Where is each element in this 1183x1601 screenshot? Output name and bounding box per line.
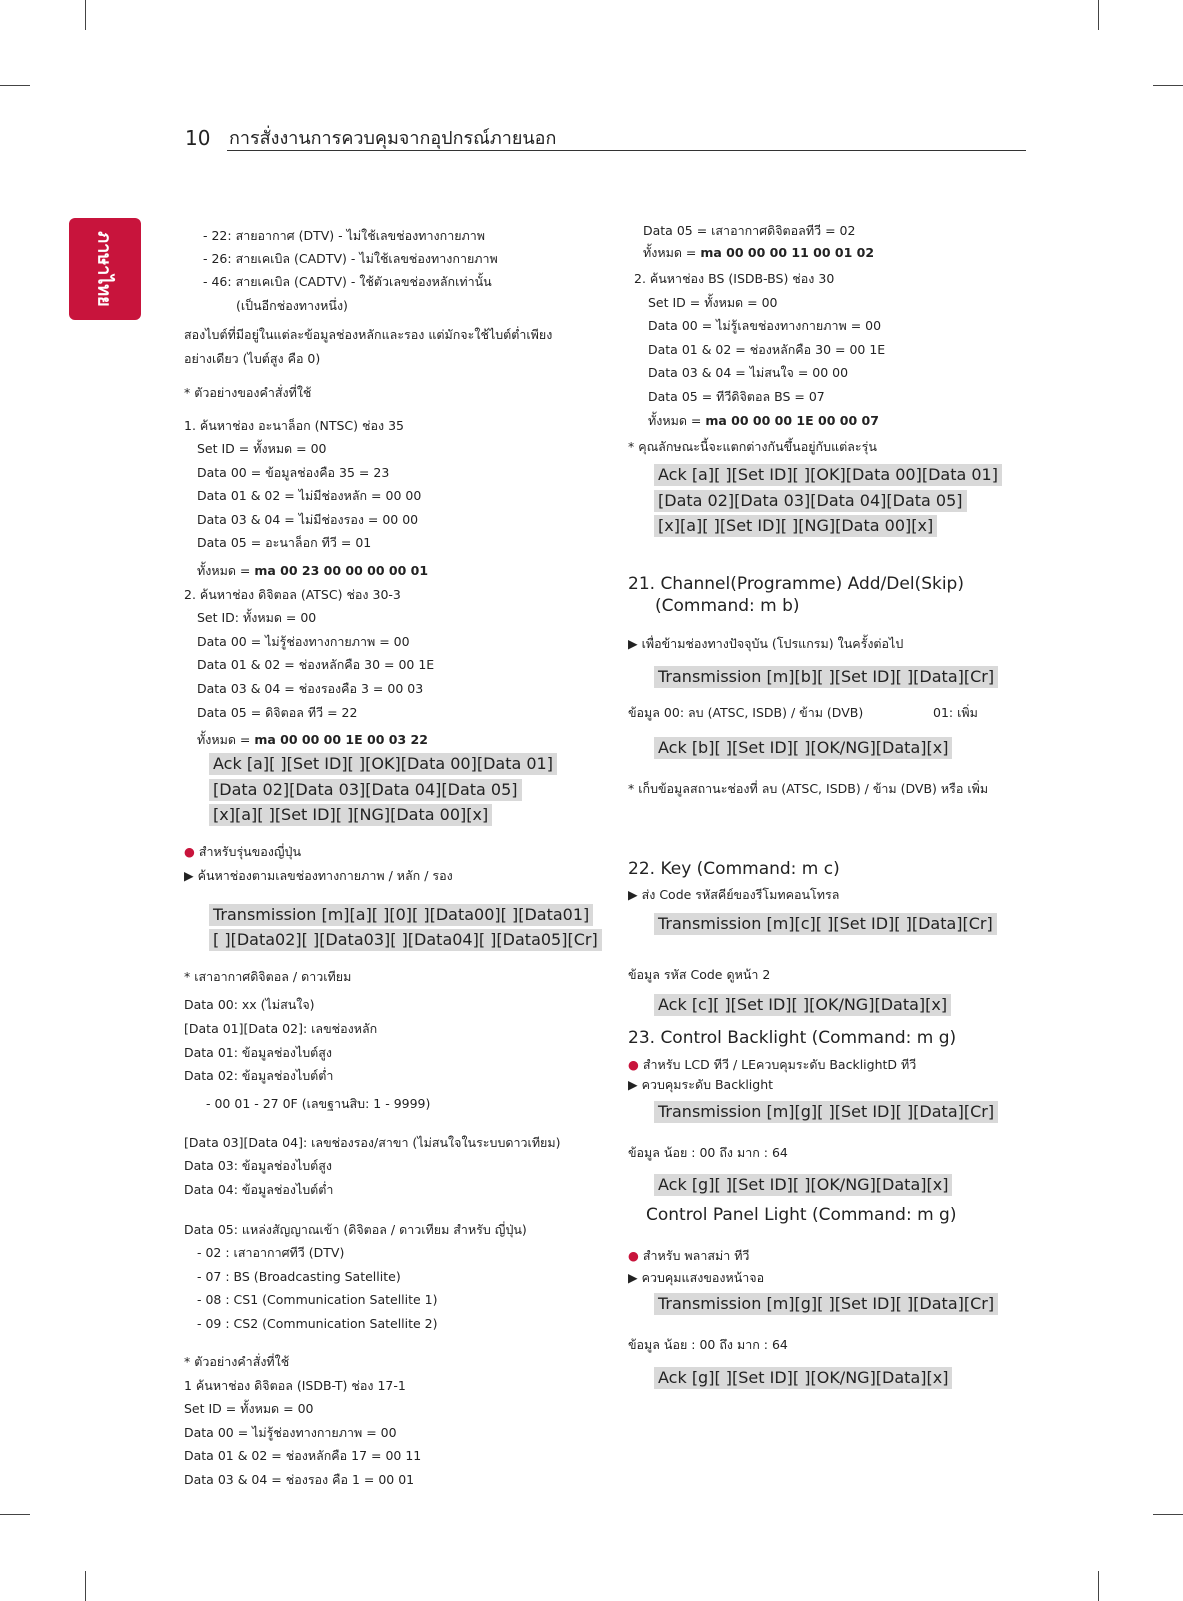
total-line <box>197 563 428 579</box>
text-line: ข้อมูล น้อย : 00 ถึง มาก : 64 <box>628 1337 788 1352</box>
text-line: 01: เพิ่ม <box>933 705 978 720</box>
code-line <box>654 490 967 512</box>
bullet-line: ● สำหรับรุ่นของญี่ปุ่น <box>184 844 301 859</box>
text-line: ข้อมูล รหัส Code ดูหน้า 2 <box>628 967 771 982</box>
text-line: Set ID = ทั้งหมด = 00 <box>184 1401 314 1416</box>
code-box: Transmission [m][a][ ][0][ ][Data00][ ][Data01] <box>209 904 593 926</box>
text-line: Data 02: ข้อมูลช่องไบต์ต่ำ <box>184 1068 334 1083</box>
text-line: ข้อมูล น้อย : 00 ถึง มาก : 64 <box>628 1145 788 1160</box>
text-line: 1 ค้นหาช่อง ดิจิตอล (ISDB-T) ช่อง 17-1 <box>184 1378 406 1393</box>
bullet-line: ● สำหรับ พลาสม่า ทีวี <box>628 1248 750 1263</box>
text-line: [Data 01][Data 02]: เลขช่องหลัก <box>184 1021 378 1036</box>
total-label: ทั้งหมด = <box>197 732 255 747</box>
text-line: [Data 03][Data 04]: เลขช่องรอง/สาขา (ไม่สนใจในระบบดาวเทียม) <box>184 1135 561 1150</box>
code-box: Ack [b][ ][Set ID][ ][OK/NG][Data][x] <box>654 737 952 759</box>
text-line: 1. ค้นหาช่อง อะนาล็อก (NTSC) ช่อง 35 <box>184 418 404 433</box>
text-line: * ตัวอย่างคำสั่งที่ใช้ <box>184 1354 290 1369</box>
arrow-line: ▶ ควบคุมแสงของหน้าจอ <box>628 1270 765 1285</box>
text-line: - 22: สายอากาศ (DTV) - ไม่ใช้เลขช่องทางกายภาพ <box>203 228 486 243</box>
code-box: Ack [a][ ][Set ID][ ][OK][Data 00][Data 01] <box>209 753 557 775</box>
text-line: Set ID: ทั้งหมด = 00 <box>197 610 317 625</box>
code-line <box>654 464 1002 486</box>
code-line <box>654 737 952 759</box>
code-box: [Data 02][Data 03][Data 04][Data 05] <box>654 490 967 512</box>
section-heading: 22. Key (Command: m c) <box>628 859 840 879</box>
crop-mark <box>1153 1514 1183 1515</box>
page-title: การสั่งงานการควบคุมจากอุปกรณ์ภายนอก <box>229 128 557 149</box>
code-box: Ack [c][ ][Set ID][ ][OK/NG][Data][x] <box>654 994 951 1016</box>
text-line: * ตัวอย่างของคำสั่งที่ใช้ <box>184 385 312 400</box>
bullet-line: ● สำหรับ LCD ทีวี / LEควบคุมระดับ BacklightD ทีวี <box>628 1057 917 1072</box>
total-value: ma 00 00 00 11 00 01 02 <box>700 245 875 260</box>
text-line: Data 03 & 04 = ช่องรองคือ 3 = 00 03 <box>197 681 424 696</box>
bullet-dot-icon: ● <box>184 844 195 859</box>
triangle-right-icon: ▶ <box>628 1270 638 1285</box>
text-line: Data 03 & 04 = ไม่สนใจ = 00 00 <box>648 365 849 380</box>
code-box: Transmission [m][c][ ][Set ID][ ][Data][Cr] <box>654 913 997 935</box>
text-line: Data 00: xx (ไม่สนใจ) <box>184 997 315 1012</box>
total-value: ma 00 00 00 1E 00 03 22 <box>254 732 428 747</box>
code-line <box>209 929 602 951</box>
side-tab-label: ภาษาไทย <box>93 231 115 307</box>
code-line <box>654 1293 998 1315</box>
section-heading: Control Panel Light (Command: m g) <box>646 1205 957 1225</box>
code-line <box>209 804 492 826</box>
code-line <box>654 994 951 1016</box>
arrow-line: ▶ เพื่อข้ามช่องทางปัจจุบัน (โปรแกรม) ในครั้งต่อไป <box>628 636 904 651</box>
arrow-line: ▶ ค้นหาช่องตามเลขช่องทางกายภาพ / หลัก / รอง <box>184 868 453 883</box>
total-value: ma 00 00 00 1E 00 00 07 <box>705 413 879 428</box>
text-line: Data 01 & 02 = ช่องหลักคือ 30 = 00 1E <box>197 657 435 672</box>
text-line: Data 00 = ข้อมูลช่องคือ 35 = 23 <box>197 465 390 480</box>
code-box: Ack [g][ ][Set ID][ ][OK/NG][Data][x] <box>654 1367 952 1389</box>
text-line: ข้อมูล 00: ลบ (ATSC, ISDB) / ข้าม (DVB) <box>628 705 864 720</box>
language-side-tab <box>69 218 141 320</box>
text-line: Data 00 = ไม่รู้เลขช่องทางกายภาพ = 00 <box>648 318 882 333</box>
text-line: Data 01 & 02 = ช่องหลักคือ 30 = 00 1E <box>648 342 886 357</box>
bullet-dot-icon: ● <box>628 1057 639 1072</box>
text-line: (เป็นอีกช่องทางหนึ่ง) <box>236 298 348 313</box>
total-value: ma 00 23 00 00 00 00 01 <box>254 563 429 578</box>
crop-mark <box>0 85 30 86</box>
text-line: Set ID = ทั้งหมด = 00 <box>197 441 327 456</box>
text-line: Data 05 = อะนาล็อก ทีวี = 01 <box>197 535 372 550</box>
code-line <box>654 666 998 688</box>
code-box: [x][a][ ][Set ID][ ][NG][Data 00][x] <box>209 804 492 826</box>
code-line <box>654 913 997 935</box>
triangle-right-icon: ▶ <box>628 887 638 902</box>
text-line: Data 00 = ไม่รู้ช่องทางกายภาพ = 00 <box>197 634 410 649</box>
total-line <box>197 732 428 748</box>
header-rule <box>227 150 1026 151</box>
text-line: Data 01: ข้อมูลช่องไบต์สูง <box>184 1045 333 1060</box>
code-line <box>654 1174 952 1196</box>
arrow-line: ▶ ส่ง Code รหัสคีย์ของรีโมทคอนโทรล <box>628 887 840 902</box>
code-line <box>654 1367 952 1389</box>
section-heading-sub: (Command: m b) <box>655 596 800 616</box>
code-line <box>209 753 557 775</box>
text-line: 2. ค้นหาช่อง BS (ISDB-BS) ช่อง 30 <box>634 271 835 286</box>
code-box: Ack [g][ ][Set ID][ ][OK/NG][Data][x] <box>654 1174 952 1196</box>
text-line: สองไบต์ที่มีอยู่ในแต่ละข้อมูลช่องหลักและรอง แต่มักจะใช้ไบต์ต่ำเพียง <box>184 327 553 342</box>
code-box: Transmission [m][b][ ][Set ID][ ][Data][Cr] <box>654 666 998 688</box>
text-line: Data 05: แหล่งสัญญาณเข้า (ดิจิตอล / ดาวเทียม สำหรับ ญี่ปุ่น) <box>184 1222 527 1237</box>
triangle-right-icon: ▶ <box>184 868 194 883</box>
section-heading: 23. Control Backlight (Command: m g) <box>628 1028 957 1048</box>
total-label: ทั้งหมด = <box>643 245 701 260</box>
triangle-right-icon: ▶ <box>628 636 638 651</box>
text-line: Data 05 = ดิจิตอล ทีวี = 22 <box>197 705 358 720</box>
text-line: Data 01 & 02 = ไม่มีช่องหลัก = 00 00 <box>197 488 422 503</box>
page-number: 10 <box>185 126 211 150</box>
code-box: [Data 02][Data 03][Data 04][Data 05] <box>209 779 522 801</box>
text-line: Data 05 = เสาอากาศดิจิตอลทีวี = 02 <box>643 223 856 238</box>
text-line: Data 03 & 04 = ไม่มีช่องรอง = 00 00 <box>197 512 419 527</box>
crop-mark <box>1098 1571 1099 1601</box>
text-line: - 02 : เสาอากาศทีวี (DTV) <box>197 1245 345 1260</box>
code-box: [x][a][ ][Set ID][ ][NG][Data 00][x] <box>654 515 937 537</box>
text-line: Data 05 = ทีวีดิจิตอล BS = 07 <box>648 389 825 404</box>
code-box: [ ][Data02][ ][Data03][ ][Data04][ ][Data05][Cr] <box>209 929 602 951</box>
code-box: Ack [a][ ][Set ID][ ][OK][Data 00][Data 01] <box>654 464 1002 486</box>
crop-mark <box>1153 85 1183 86</box>
text-line: * คุณลักษณะนี้จะแตกต่างกันขึ้นอยู่กับแต่ละรุ่น <box>628 439 877 454</box>
total-line <box>648 413 879 429</box>
bullet-dot-icon: ● <box>628 1248 639 1263</box>
text-line: Data 00 = ไม่รู้ช่องทางกายภาพ = 00 <box>184 1425 397 1440</box>
total-label: ทั้งหมด = <box>648 413 706 428</box>
text-line: Data 03 & 04 = ช่องรอง คือ 1 = 00 01 <box>184 1472 415 1487</box>
text-line: Data 01 & 02 = ช่องหลักคือ 17 = 00 11 <box>184 1448 422 1463</box>
code-box: Transmission [m][g][ ][Set ID][ ][Data][Cr] <box>654 1101 998 1123</box>
text-line: * เก็บข้อมูลสถานะช่องที่ ลบ (ATSC, ISDB) / ข้าม (DVB) หรือ เพิ่ม <box>628 781 989 796</box>
code-line <box>654 1101 998 1123</box>
code-box: Transmission [m][g][ ][Set ID][ ][Data][Cr] <box>654 1293 998 1315</box>
section-heading: 21. Channel(Programme) Add/Del(Skip) <box>628 574 964 594</box>
code-line <box>209 779 522 801</box>
crop-mark <box>0 1514 30 1515</box>
text-line: - 00 01 - 27 0F (เลขฐานสิบ: 1 - 9999) <box>206 1096 431 1111</box>
text-line: * เสาอากาศดิจิตอล / ดาวเทียม <box>184 969 352 984</box>
arrow-line: ▶ ควบคุมระดับ Backlight <box>628 1077 774 1092</box>
text-line: - 07 : BS (Broadcasting Satellite) <box>197 1269 401 1284</box>
text-line: 2. ค้นหาช่อง ดิจิตอล (ATSC) ช่อง 30-3 <box>184 587 401 602</box>
crop-mark <box>1098 0 1099 30</box>
text-line: อย่างเดียว (ไบต์สูง คือ 0) <box>184 351 321 366</box>
text-line: - 46: สายเคเบิล (CADTV) - ใช้ตัวเลขช่องหลักเท่านั้น <box>203 274 492 289</box>
text-line: - 08 : CS1 (Communication Satellite 1) <box>197 1292 438 1307</box>
text-line: - 26: สายเคเบิล (CADTV) - ไม่ใช้เลขช่องทางกายภาพ <box>203 251 498 266</box>
crop-mark <box>85 0 86 30</box>
triangle-right-icon: ▶ <box>628 1077 638 1092</box>
total-label: ทั้งหมด = <box>197 563 255 578</box>
text-line: - 09 : CS2 (Communication Satellite 2) <box>197 1316 438 1331</box>
crop-mark <box>85 1571 86 1601</box>
text-line: Data 04: ข้อมูลช่องไบต์ต่ำ <box>184 1182 334 1197</box>
code-line <box>209 904 593 926</box>
code-line <box>654 515 937 537</box>
text-line: Data 03: ข้อมูลช่องไบต์สูง <box>184 1158 333 1173</box>
total-line <box>643 245 874 261</box>
text-line: Set ID = ทั้งหมด = 00 <box>648 295 778 310</box>
